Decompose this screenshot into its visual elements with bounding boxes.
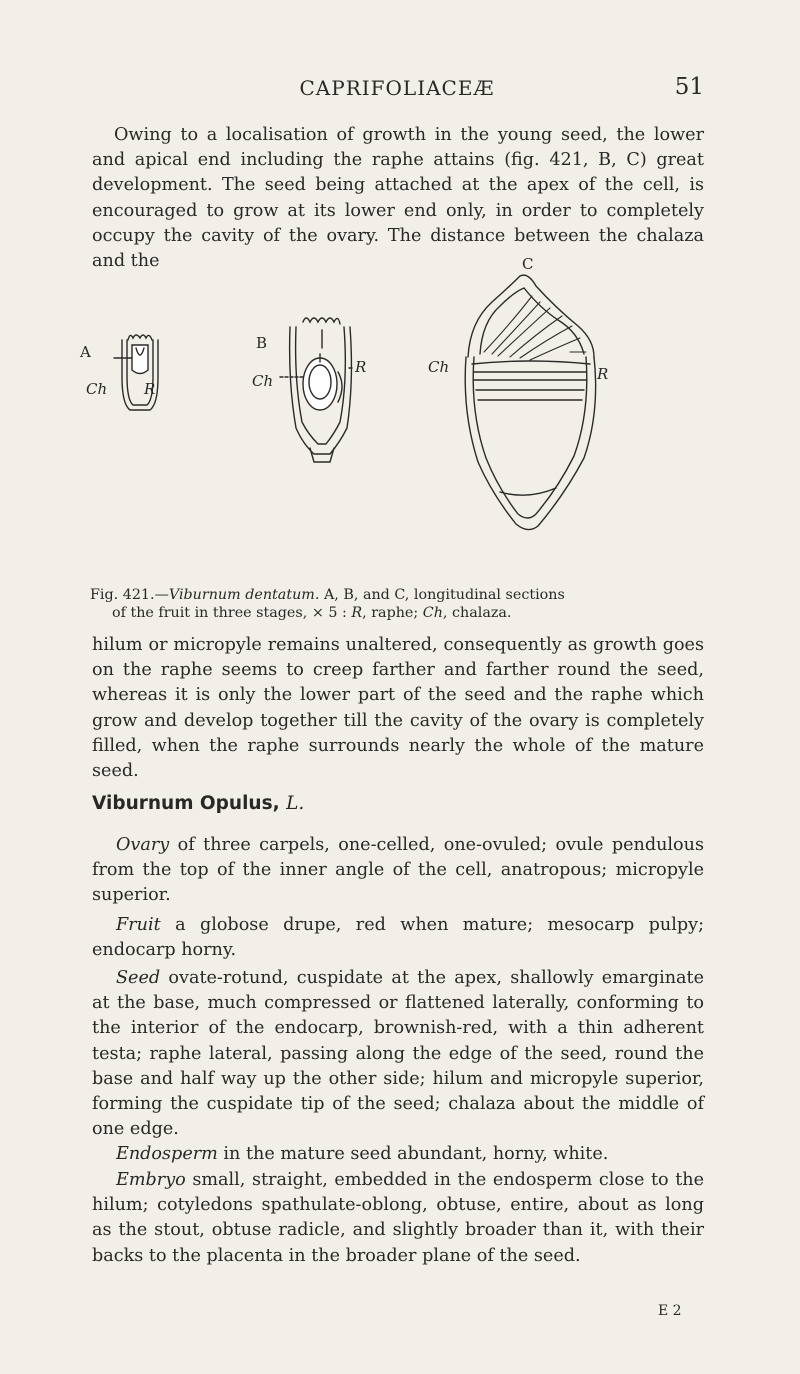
- label-c-r: R: [597, 365, 609, 383]
- seed-paragraph: [92, 966, 704, 1142]
- caption-species: Viburnum dentatum.: [168, 587, 320, 603]
- caption-fig-no: Fig. 421.: [90, 587, 155, 603]
- label-b-ch: Ch: [252, 372, 274, 390]
- ovary-text: of three carpels, one-celled, one-ovuled; ovule pendulous from the top of the inner angle of the cell, anatropous; micropyle superior.: [92, 835, 705, 906]
- fruit-paragraph: [92, 913, 704, 963]
- caption-ch-text: , chalaza.: [442, 605, 512, 621]
- species-heading: [92, 793, 304, 814]
- species-name: Viburnum Opulus,: [92, 793, 280, 814]
- caption-r-abbr: R: [351, 605, 363, 621]
- seed-text: ovate-rotund, cuspidate at the apex, shallowly emarginate at the base, much compressed or flattened laterally, conforming to the interior of the endocarp, brownish-red, with a thin adherent testa; raphe lateral, passing along the edge of the seed, round the base and half way up the other side; hilum and micropyle superior, forming the cuspidate tip of the seed; chalaza about the middle of one edge.: [92, 968, 704, 1140]
- label-c: C: [522, 255, 534, 273]
- figure-caption: Fig. 421.—Viburnum dentatum. A, B, and C, longitudinal sections of the fruit in three stages, × 5 : R, raphe; Ch, chalaza.: [90, 587, 565, 621]
- signature-mark: E 2: [658, 1303, 682, 1319]
- figure-421: [80, 255, 660, 582]
- caption-text-1: A, B, and C, longitudinal sections: [323, 587, 565, 603]
- fruit-text: a globose drupe, red when mature; mesocarp pulpy; endocarp horny.: [92, 915, 705, 961]
- section-b-drawing: [280, 318, 352, 462]
- paragraph-1: Owing to a localisation of growth in the young seed, the lower and apical end including the raphe attains (fig. 421, B, C) great development. The seed being attached at the apex of the cell, is encouraged to grow at its lower end only, in order to completely occupy the cavity of the ovary. The distance between the chalaza and the: [92, 125, 704, 272]
- caption-text-2: of the fruit in three stages, × 5 :: [112, 605, 347, 621]
- page-number: 51: [674, 74, 704, 100]
- running-head: CAPRIFOLIACEÆ: [299, 76, 495, 100]
- figure-illustration: [100, 262, 660, 582]
- embryo-term: Embryo: [116, 1170, 186, 1190]
- label-a-ch: Ch: [86, 380, 108, 398]
- label-b: B: [256, 334, 268, 352]
- label-c-ch: Ch: [428, 358, 450, 376]
- ovary-term: Ovary: [116, 835, 170, 855]
- caption-ch-abbr: Ch: [422, 605, 443, 621]
- label-b-r: R: [355, 358, 367, 376]
- label-a: A: [80, 343, 91, 361]
- embryo-text: small, straight, embedded in the endosperm close to the hilum; cotyledons spathulate-oblong, obtuse, entire, about as long as the stout, obtuse radicle, and slightly broader than it, with their backs to the placenta in the broader plane of the seed.: [92, 1170, 705, 1266]
- section-c-drawing: [465, 275, 595, 529]
- ovary-paragraph: [92, 833, 704, 909]
- page-header: [90, 76, 704, 106]
- endosperm-text: in the mature seed abundant, horny, white.: [223, 1144, 609, 1164]
- caption-r-text: , raphe;: [362, 605, 419, 621]
- paragraph-2: hilum or micropyle remains unaltered, consequently as growth goes on the raphe seems to creep farther and farther round the seed, whereas it is only the lower part of the seed and the raphe which grow and develop together till the cavity of the ovary is completely filled, when the raphe surrounds nearly the whole of the mature seed.: [92, 635, 704, 782]
- endosperm-paragraph: [92, 1142, 704, 1167]
- endosperm-term: Endosperm: [116, 1144, 218, 1164]
- seed-term: Seed: [116, 968, 161, 988]
- label-a-r: R: [144, 380, 156, 398]
- embryo-paragraph: [92, 1168, 704, 1269]
- species-author: L.: [286, 793, 305, 814]
- section-a-drawing: [114, 335, 158, 410]
- fruit-term: Fruit: [116, 915, 161, 935]
